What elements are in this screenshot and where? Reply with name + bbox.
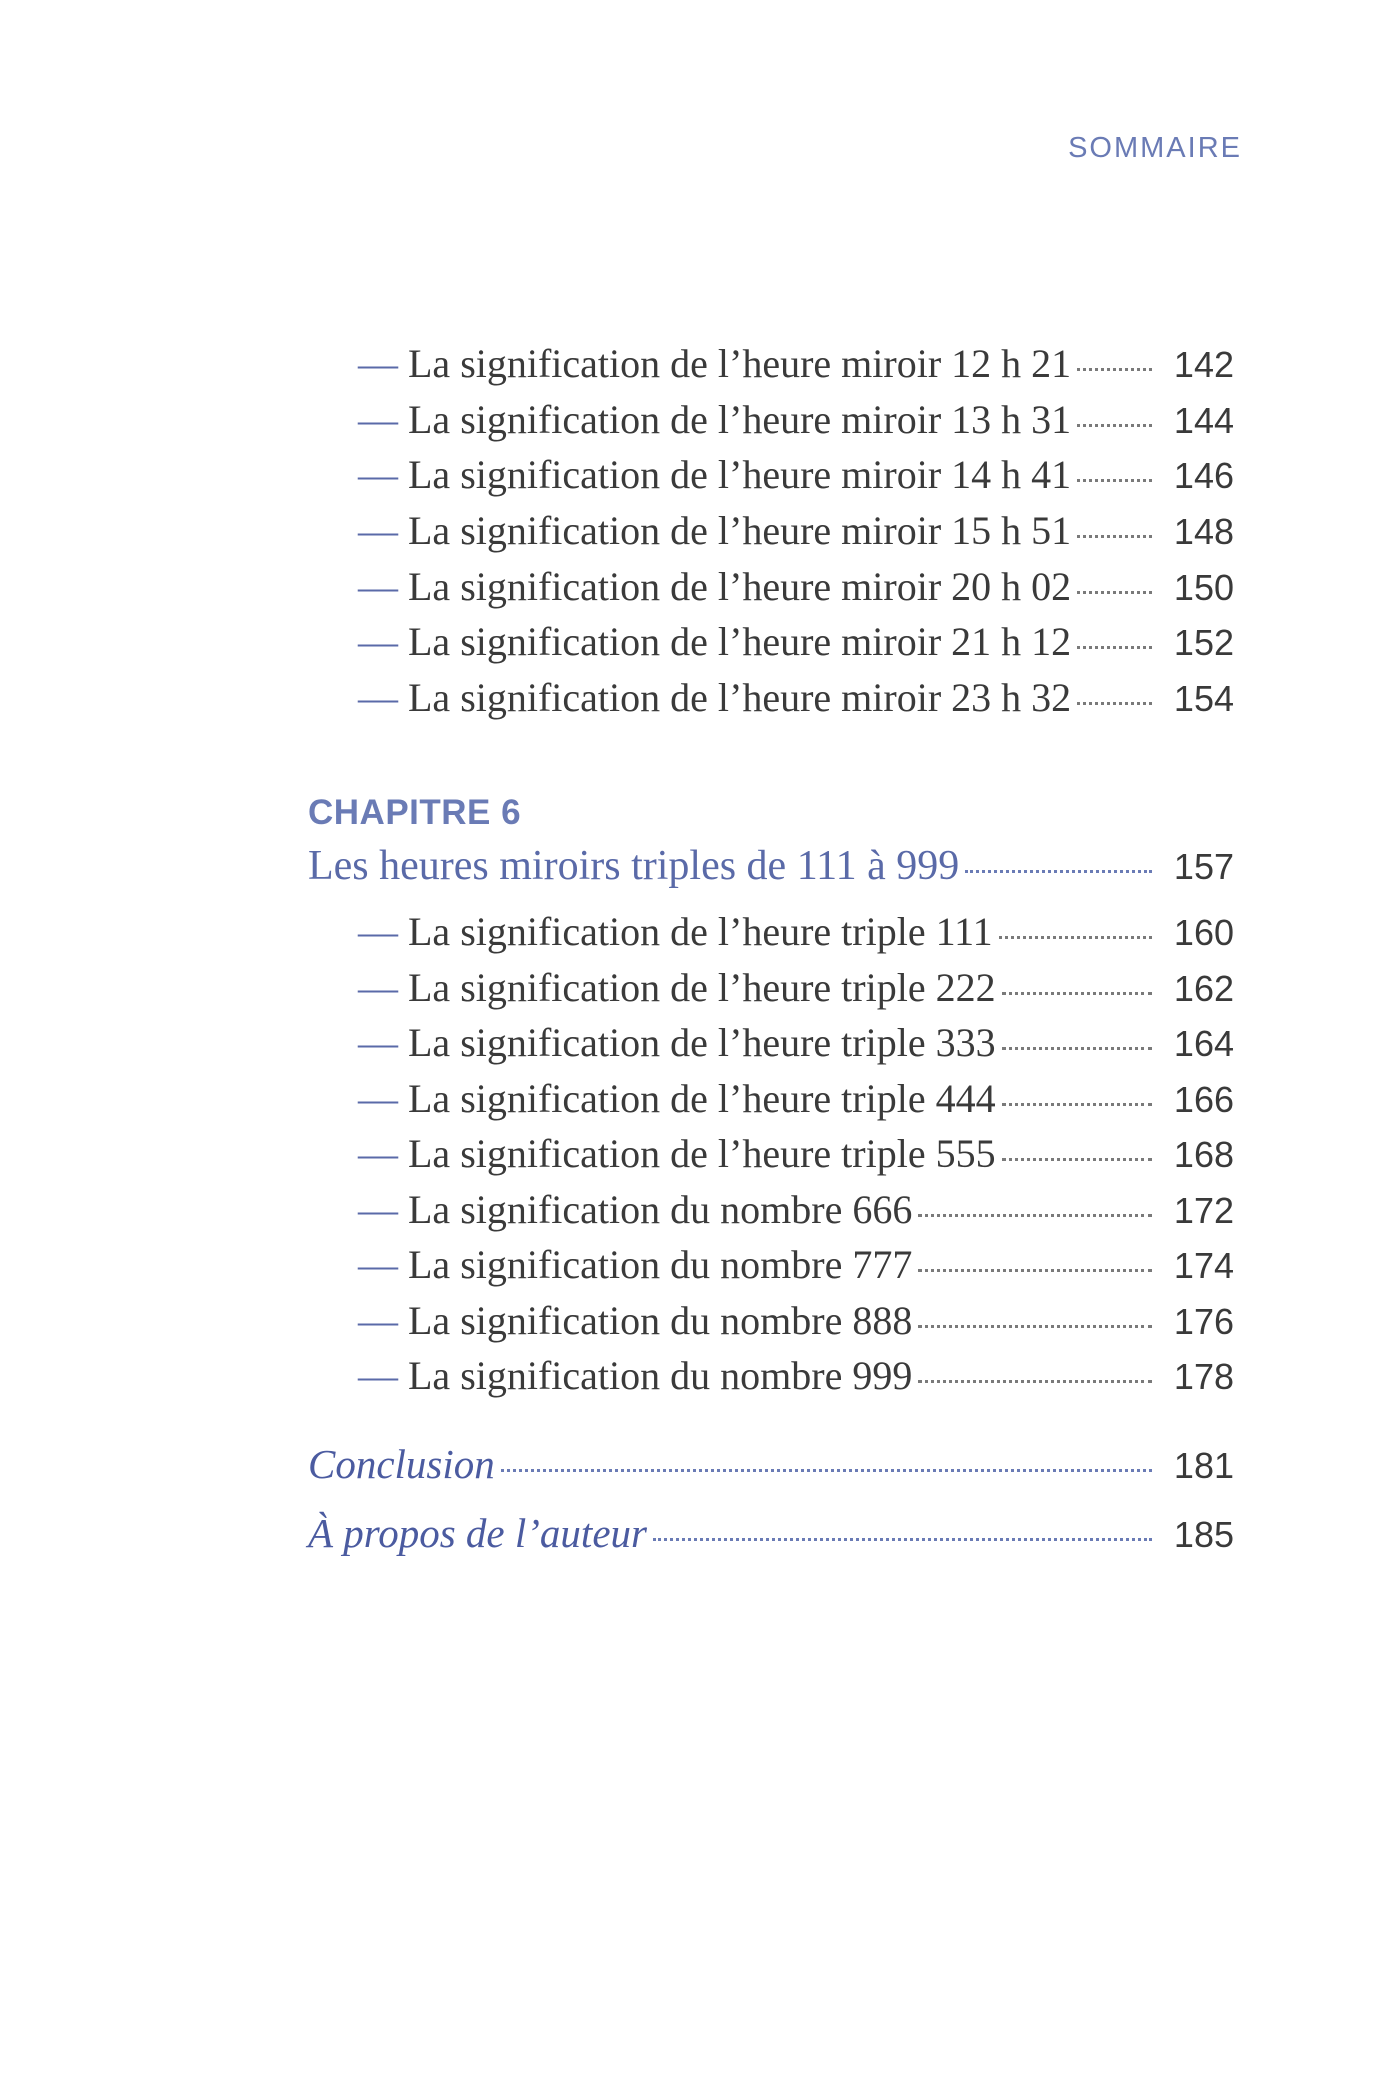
em-dash: — [358, 675, 398, 720]
toc-entry-page: 172 [1173, 1190, 1234, 1231]
chapter-page: 157 [1173, 846, 1234, 887]
toc-entry[interactable] [308, 1297, 1234, 1344]
dot-leader [918, 1380, 1152, 1383]
running-head: SOMMAIRE [1068, 132, 1242, 164]
toc-entry-label: La signification du nombre 777 [408, 1242, 913, 1287]
em-dash: — [358, 965, 398, 1010]
back-matter-page: 181 [1173, 1445, 1234, 1486]
toc-entry-page: 142 [1173, 344, 1234, 385]
dot-leader [918, 1325, 1152, 1328]
toc-entry-label: La signification de l’heure miroir 21 h 12 [408, 619, 1072, 664]
toc-entry-page: 176 [1173, 1301, 1234, 1342]
chapter-title-entry[interactable] [308, 842, 1234, 890]
toc-entry-page: 160 [1173, 912, 1234, 953]
dot-leader [501, 1469, 1152, 1472]
em-dash: — [358, 564, 398, 609]
toc-entry-label: La signification de l’heure triple 444 [408, 1076, 996, 1121]
toc-entry-page: 164 [1173, 1023, 1234, 1064]
em-dash: — [358, 397, 398, 442]
em-dash: — [358, 452, 398, 497]
toc-entry-label: La signification de l’heure miroir 15 h 51 [408, 508, 1072, 553]
toc-entry-label: La signification de l’heure miroir 12 h 21 [408, 341, 1072, 386]
em-dash: — [358, 508, 398, 553]
toc-entry[interactable] [308, 1019, 1234, 1066]
em-dash: — [358, 1187, 398, 1232]
toc-entry-label: La signification du nombre 999 [408, 1353, 913, 1398]
toc-entry[interactable] [308, 507, 1234, 554]
dot-leader [1077, 591, 1152, 594]
em-dash: — [358, 1353, 398, 1398]
toc-entry[interactable] [308, 1186, 1234, 1233]
toc-entry-label: La signification de l’heure triple 333 [408, 1020, 996, 1065]
toc-entry[interactable] [308, 340, 1234, 387]
toc-entry[interactable] [308, 674, 1234, 721]
em-dash: — [358, 341, 398, 386]
dot-leader [918, 1214, 1152, 1217]
em-dash: — [358, 1242, 398, 1287]
toc-entry-label: La signification de l’heure miroir 23 h 32 [408, 675, 1072, 720]
back-matter-page: 185 [1173, 1514, 1234, 1555]
em-dash: — [358, 1131, 398, 1176]
toc-entry[interactable] [308, 1241, 1234, 1288]
em-dash: — [358, 619, 398, 664]
toc-entry[interactable] [308, 451, 1234, 498]
dot-leader [1077, 646, 1152, 649]
dot-leader [918, 1269, 1152, 1272]
toc-entry-page: 154 [1173, 678, 1234, 719]
toc-entry[interactable] [308, 964, 1234, 1011]
toc-entry[interactable] [308, 563, 1234, 610]
dot-leader [653, 1538, 1152, 1541]
chapter-label: CHAPITRE 6 [308, 793, 522, 832]
dot-leader [1077, 479, 1152, 482]
toc-entry-page: 148 [1173, 511, 1234, 552]
toc-entry-label: La signification du nombre 666 [408, 1187, 913, 1232]
dot-leader [1077, 424, 1152, 427]
toc-entry-page: 174 [1173, 1245, 1234, 1286]
toc-entry-page: 152 [1173, 622, 1234, 663]
dot-leader [1002, 1158, 1152, 1161]
em-dash: — [358, 1020, 398, 1065]
dot-leader [1077, 702, 1152, 705]
chapter-title: Les heures miroirs triples de 111 à 999 [308, 843, 960, 889]
toc-entry-page: 144 [1173, 400, 1234, 441]
toc-entry-page: 146 [1173, 455, 1234, 496]
toc-entry-page: 162 [1173, 968, 1234, 1009]
toc-entry[interactable] [308, 618, 1234, 665]
em-dash: — [358, 1076, 398, 1121]
toc-entry[interactable] [308, 1130, 1234, 1177]
toc-entry[interactable] [308, 1075, 1234, 1122]
dot-leader [1077, 535, 1152, 538]
toc-entry[interactable] [308, 1352, 1234, 1399]
toc-entry-page: 178 [1173, 1356, 1234, 1397]
dot-leader [999, 936, 1152, 939]
dot-leader [1002, 1047, 1152, 1050]
toc-entry[interactable] [308, 908, 1234, 955]
back-matter-label: Conclusion [308, 1441, 495, 1487]
toc-entry-page: 166 [1173, 1079, 1234, 1120]
toc-entry-label: La signification du nombre 888 [408, 1298, 913, 1343]
toc-entry-page: 168 [1173, 1134, 1234, 1175]
em-dash: — [358, 1298, 398, 1343]
toc-about-author[interactable] [308, 1509, 1234, 1557]
toc-entry-label: La signification de l’heure triple 555 [408, 1131, 996, 1176]
toc-entry-label: La signification de l’heure miroir 13 h 31 [408, 397, 1072, 442]
toc-entry-label: La signification de l’heure miroir 14 h 41 [408, 452, 1072, 497]
toc-entry[interactable] [308, 396, 1234, 443]
dot-leader [1002, 1103, 1152, 1106]
dot-leader [1002, 992, 1152, 995]
dot-leader [965, 870, 1152, 873]
toc-entry-label: La signification de l’heure triple 222 [408, 965, 996, 1010]
em-dash: — [358, 909, 398, 954]
toc-conclusion[interactable] [308, 1440, 1234, 1488]
dot-leader [1077, 368, 1152, 371]
toc-entry-page: 150 [1173, 567, 1234, 608]
back-matter-label: À propos de l’auteur [308, 1510, 647, 1556]
toc-entry-label: La signification de l’heure triple 111 [408, 909, 993, 954]
toc-entry-label: La signification de l’heure miroir 20 h 02 [408, 564, 1072, 609]
